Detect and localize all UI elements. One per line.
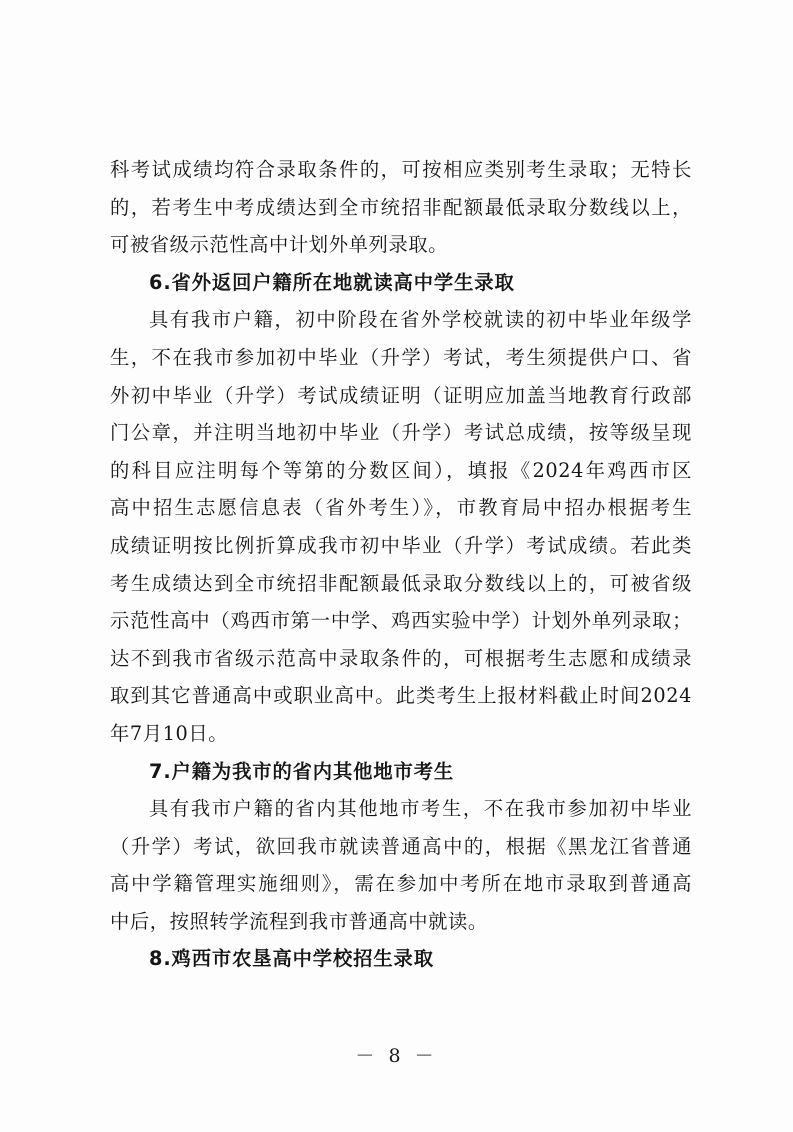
paragraph-line: 科考试成绩均符合录取条件的，可按相应类别考生录取；无特长 <box>110 158 692 181</box>
paragraph-line: 示范性高中（鸡西市第一中学、鸡西实验中学）计划外单列录取； <box>110 609 692 633</box>
page-number: － 8 － <box>355 1045 438 1067</box>
paragraph-line: 成绩证明按比例折算成我市初中毕业（升学）考试成绩。若此类 <box>110 533 692 557</box>
paragraph-line: 外初中毕业（升学）考试成绩证明（证明应加盖当地教育行政部 <box>110 383 692 407</box>
body-text <box>110 151 692 978</box>
paragraph-line: 达不到我市省级示范高中录取条件的，可根据考生志愿和成绩录 <box>110 646 692 670</box>
paragraph-line: 生，不在我市参加初中毕业（升学）考试，考生须提供户口、省 <box>110 345 692 369</box>
paragraph-line: 考生成绩达到全市统招非配额最低录取分数线以上的，可被省级 <box>110 571 692 595</box>
paragraph-line: （升学）考试，欲回我市就读普通高中的，根据《黑龙江省普通 <box>110 834 692 858</box>
paragraph-line: 年7月10日。 <box>110 721 229 745</box>
section-heading-8: 8.鸡西市农垦高中学校招生录取 <box>149 947 434 971</box>
paragraph-line: 具有我市户籍的省内其他地市考生，不在我市参加初中毕业 <box>149 797 692 821</box>
paragraph-line: 可被省级示范性高中计划外单列录取。 <box>110 233 448 257</box>
section-heading-7: 7.户籍为我市的省内其他地市考生 <box>149 759 455 783</box>
paragraph-line: 取到其它普通高中或职业高中。此类考生上报材料截止时间2024 <box>110 684 692 708</box>
paragraph-line: 的，若考生中考成绩达到全市统招非配额最低录取分数线以上， <box>110 195 692 219</box>
paragraph-line: 高中招生志愿信息表（省外考生）》，市教育局中招办根据考生 <box>110 496 692 520</box>
paragraph-line: 门公章，并注明当地初中毕业（升学）考试总成绩，按等级呈现 <box>110 421 692 445</box>
section-heading-6: 6.省外返回户籍所在地就读高中学生录取 <box>149 270 515 294</box>
paragraph-line: 高中学籍管理实施细则》，需在参加中考所在地市录取到普通高 <box>110 872 692 896</box>
paragraph-line: 具有我市户籍，初中阶段在省外学校就读的初中毕业年级学 <box>149 308 692 332</box>
paragraph-line: 中后，按照转学流程到我市普通高中就读。 <box>110 909 488 933</box>
paragraph-line: 的科目应注明每个等第的分数区间），填报《2024年鸡西市区 <box>110 458 692 482</box>
